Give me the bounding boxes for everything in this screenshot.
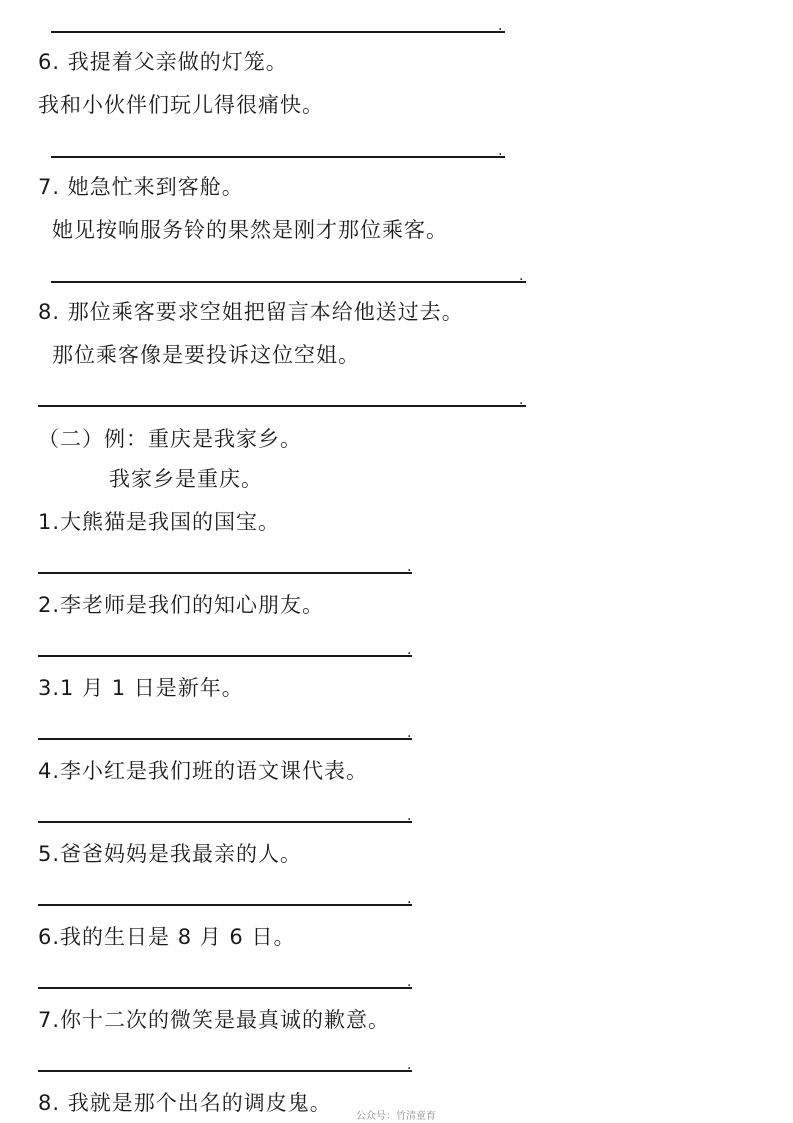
question-sentence: 1.大熊猫是我国的国宝。	[38, 510, 281, 534]
section-heading: （二）例：重庆是我家乡。	[38, 427, 302, 451]
question-sentence: 她见按响服务铃的果然是刚才那位乘客。	[52, 218, 448, 242]
answer-line[interactable]	[38, 987, 412, 989]
answer-line[interactable]	[38, 821, 412, 823]
line-end-period: .	[407, 1057, 412, 1073]
question-sentence: 2.李老师是我们的知心朋友。	[38, 593, 325, 617]
example-answer: 我家乡是重庆。	[109, 467, 263, 491]
question-sentence: 8. 那位乘客要求空姐把留言本给他送过去。	[38, 300, 464, 324]
answer-line[interactable]	[38, 904, 412, 906]
answer-line[interactable]	[38, 405, 526, 407]
question-sentence: 我和小伙伴们玩儿得很痛快。	[38, 93, 324, 117]
answer-line[interactable]	[51, 156, 505, 158]
line-end-period: .	[519, 268, 524, 284]
question-sentence: 6.我的生日是 8 月 6 日。	[38, 925, 296, 949]
line-end-period: .	[407, 808, 412, 824]
watermark: 公众号：竹清童育	[356, 1111, 436, 1122]
line-end-period: .	[407, 725, 412, 741]
question-sentence: 7.你十二次的微笑是最真诚的歉意。	[38, 1008, 391, 1032]
answer-line[interactable]	[38, 655, 412, 657]
line-end-period: .	[498, 143, 503, 159]
question-sentence: 7. 她急忙来到客舱。	[38, 175, 244, 199]
answer-line[interactable]	[38, 738, 412, 740]
question-sentence: 5.爸爸妈妈是我最亲的人。	[38, 842, 303, 866]
answer-line[interactable]	[38, 1070, 412, 1072]
question-sentence: 3.1 月 1 日是新年。	[38, 676, 244, 700]
question-sentence: 6. 我提着父亲做的灯笼。	[38, 50, 288, 74]
line-end-period: .	[498, 18, 503, 34]
line-end-period: .	[407, 559, 412, 575]
line-end-period: .	[407, 891, 412, 907]
answer-line[interactable]	[51, 31, 505, 33]
question-sentence: 4.李小红是我们班的语文课代表。	[38, 759, 369, 783]
question-sentence: 那位乘客像是要投诉这位空姐。	[52, 343, 360, 367]
answer-line[interactable]	[51, 281, 526, 283]
line-end-period: .	[407, 974, 412, 990]
line-end-period: .	[407, 642, 412, 658]
answer-line[interactable]	[38, 572, 412, 574]
line-end-period: .	[519, 392, 524, 408]
question-sentence: 8. 我就是那个出名的调皮鬼。	[38, 1091, 332, 1115]
